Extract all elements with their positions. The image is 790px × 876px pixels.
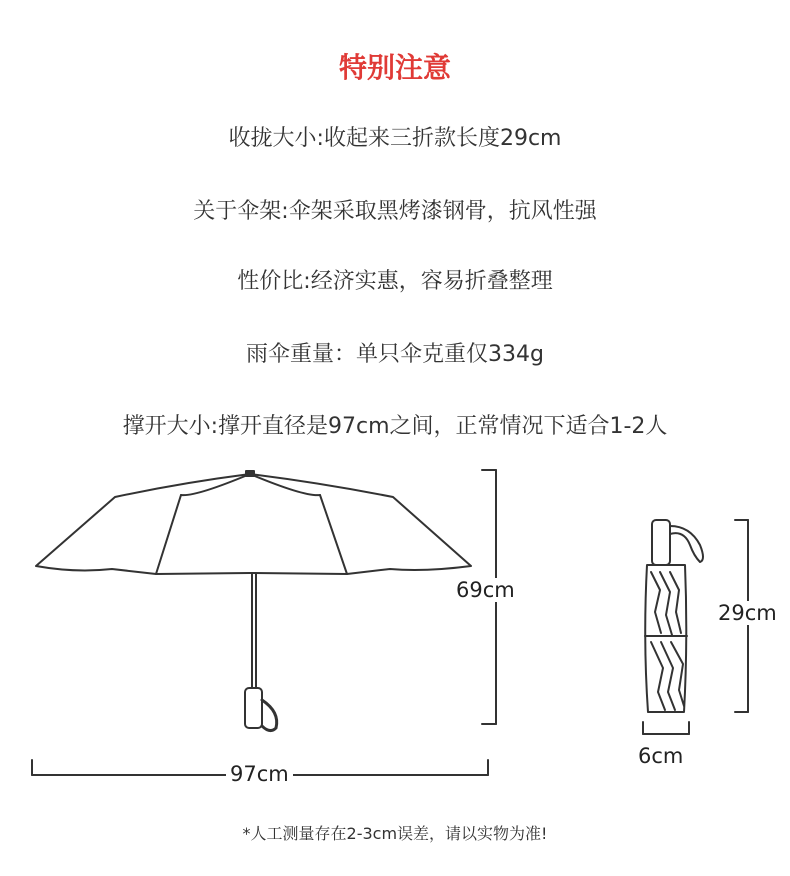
open-width-label: 97cm xyxy=(226,762,293,786)
open-height-label: 69cm xyxy=(452,578,519,602)
open-umbrella-icon xyxy=(36,471,471,731)
page-title: 特别注意 xyxy=(338,51,451,84)
spec-value: 性价比:经济实惠，容易折叠整理 xyxy=(237,269,553,294)
folded-width-dimension-line xyxy=(643,722,689,734)
folded-height-label: 29cm xyxy=(714,601,781,625)
spec-open-size: 撑开大小:撑开直径是97cm之间，正常情况下适合1-2人 xyxy=(122,414,668,439)
folded-width-label: 6cm xyxy=(634,744,687,768)
folded-umbrella-icon xyxy=(645,520,703,712)
measurement-footnote: *人工测量存在2-3cm误差，请以实物为准! xyxy=(242,824,548,843)
spec-weight: 雨伞重量：单只伞克重仅334g xyxy=(246,342,544,367)
spec-frame: 关于伞架:伞架采取黑烤漆钢骨，抗风性强 xyxy=(193,199,597,224)
spec-folded-size: 收拢大小:收起来三折款长度29cm xyxy=(228,126,562,151)
